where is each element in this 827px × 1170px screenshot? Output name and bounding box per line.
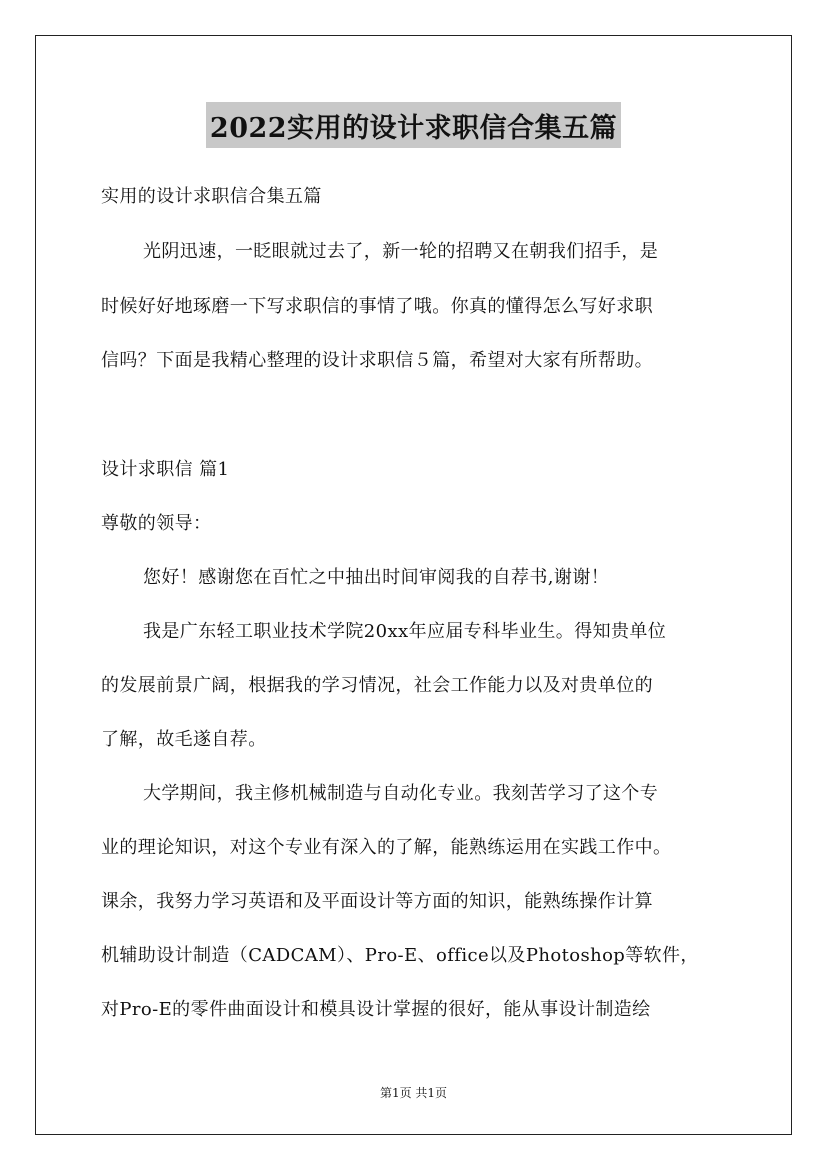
- paragraph-line: 机辅助设计制造（CADCAM）、Pro-E、office以及Photoshop等软件，: [101, 945, 699, 966]
- paragraph-line: 的发展前景广阔，根据我的学习情况，社会工作能力以及对贵单位的: [101, 675, 653, 696]
- document-subtitle: 实用的设计求职信合集五篇: [101, 186, 322, 207]
- paragraph-line: 对Pro-E的零件曲面设计和模具设计掌握的很好，能从事设计制造绘: [101, 999, 651, 1020]
- paragraph-line: 了解，故毛遂自荐。: [101, 729, 267, 750]
- paragraph-line: 光阴迅速，一眨眼就过去了，新一轮的招聘又在朝我们招手，是: [143, 241, 659, 262]
- section-heading: 设计求职信 篇1: [101, 459, 230, 480]
- title-container: [0, 102, 827, 148]
- page-number: 第1页 共1页: [379, 1086, 448, 1100]
- paragraph-line: 业的理论知识，对这个专业有深入的了解，能熟练运用在实践工作中。: [101, 837, 672, 858]
- document-title: 2022实用的设计求职信合集五篇: [206, 102, 621, 148]
- paragraph-line: 我是广东轻工职业技术学院20xx年应届专科毕业生。得知贵单位: [143, 621, 667, 642]
- paragraph-line: 课余，我努力学习英语和及平面设计等方面的知识，能熟练操作计算: [101, 891, 653, 912]
- salutation: 尊敬的领导：: [101, 513, 212, 534]
- paragraph-line: 大学期间，我主修机械制造与自动化专业。我刻苦学习了这个专: [143, 783, 659, 804]
- paragraph-line: 您好！感谢您在百忙之中抽出时间审阅我的自荐书,谢谢！: [143, 567, 610, 588]
- paragraph-line: 时候好好地琢磨一下写求职信的事情了哦。你真的懂得怎么写好求职: [101, 296, 653, 317]
- paragraph-line: 信吗？下面是我精心整理的设计求职信５篇，希望对大家有所帮助。: [101, 350, 653, 371]
